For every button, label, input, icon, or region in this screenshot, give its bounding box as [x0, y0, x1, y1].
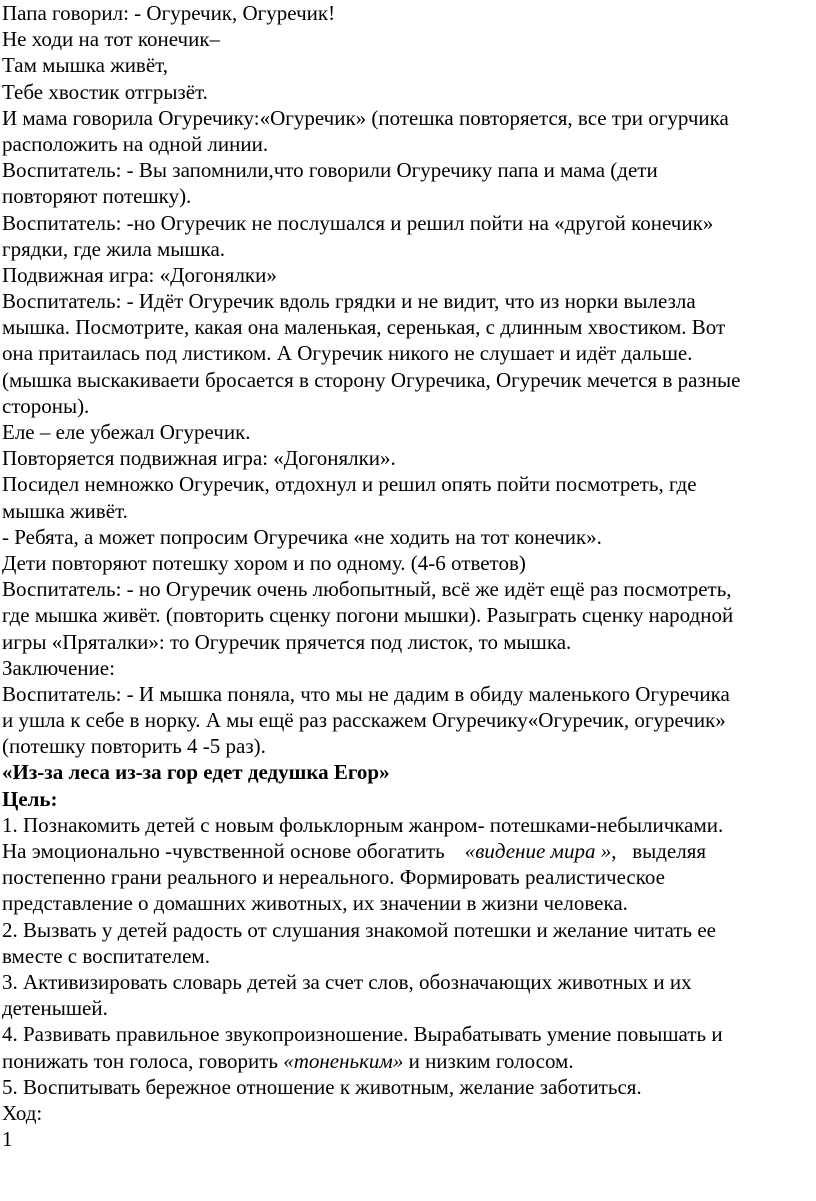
goal-1-line: представление о домашних животных, их значении в жизни человека.: [2, 891, 628, 916]
goal-4-italic: «тоненьким»: [283, 1048, 404, 1073]
text-line: она притаилась под листиком. А Огуречик никого не слушает и идёт дальше.: [2, 341, 693, 366]
text-line: и ушла к себе в норку. А мы ещё раз расскажем Огуречику«Огуречик, огуречик»: [2, 708, 726, 733]
text-line: Воспитатель: - но Огуречик очень любопытный, всё же идёт ещё раз посмотреть,: [2, 577, 732, 602]
text-line: Воспитатель: -но Огуречик не послушался и решил пойти на «другой конечик»: [2, 210, 714, 235]
text-line: - Ребята, а может попросим Огуречика «не ходить на тот конечик».: [2, 524, 602, 549]
goal-1-line: постепенно грани реального и нереального. Формировать реалистическое: [2, 865, 665, 890]
goal-4-text-end: и низким голосом.: [408, 1048, 574, 1073]
text-line: Посидел немножко Огуречик, отдохнул и решил опять пойти посмотреть, где: [2, 472, 697, 497]
goal-2-line: 2. Вызвать у детей радость от слушания знакомой потешки и желание читать ее: [2, 917, 716, 942]
goal-5-line: 5. Воспитывать бережное отношение к животным, желание заботиться.: [2, 1074, 642, 1099]
goal-label: Цель:: [2, 786, 58, 811]
course-label: Ход:: [2, 1100, 43, 1125]
text-line: Тебе хвостик отгрызёт.: [2, 79, 208, 104]
text-line: где мышка живёт. (повторить сценку погони мышки). Разыграть сценку народной: [2, 603, 734, 628]
goal-1-line: 1. Познакомить детей с новым фольклорным жанром- потешками-небыличками.: [2, 812, 724, 837]
goal-4-text: понижать тон голоса, говорить: [2, 1048, 278, 1073]
text-line: игры «Пряталки»: то Огуречик прячется под листок, то мышка.: [2, 629, 572, 654]
text-line: Дети повторяют потешку хором и по одному. (4-6 ответов): [2, 550, 526, 575]
text-line: Воспитатель: - И мышка поняла, что мы не дадим в обиду маленького Огуречика: [2, 681, 730, 706]
text-line: мышка живёт.: [2, 498, 128, 523]
text-line: Не ходи на тот конечик–: [2, 27, 221, 52]
text-line: Еле – еле убежал Огуречик.: [2, 420, 251, 444]
game-heading: Подвижная игра: «Догонялки»: [2, 262, 277, 287]
text-line: стороны).: [2, 393, 90, 418]
text-line: Там мышка живёт,: [2, 53, 169, 78]
text-line: Повторяется подвижная игра: «Догонялки».: [2, 446, 396, 471]
page-number: 1: [2, 1127, 13, 1152]
conclusion-heading: Заключение:: [2, 655, 115, 680]
section-title: «Из-за леса из-за гор едет дедушка Егор»: [2, 760, 390, 785]
goal-1-text-end: выделяя: [632, 839, 707, 863]
goal-4-line: 4. Развивать правильное звукопроизношение. Вырабатывать умение повышать и: [2, 1022, 723, 1047]
text-line: расположить на одной линии.: [2, 131, 269, 156]
text-line: Воспитатель: - Идёт Огуречик вдоль грядки и не видит, что из норки вылезла: [2, 289, 696, 314]
goal-2-line: вместе с воспитателем.: [2, 943, 210, 968]
document-page: [2, 0, 816, 1152]
text-line: (мышка выскакиваети бросается в сторону Огуречика, Огуречик мечется в разные: [2, 367, 741, 392]
text-line: Воспитатель: - Вы запомнили,что говорили Огуречику папа и мама (дети: [2, 158, 658, 183]
text-line: Папа говорил: - Огуречик, Огуречик!: [2, 1, 336, 25]
text-line: повторяют потешку).: [2, 184, 192, 209]
text-line: мышка. Посмотрите, какая она маленькая, серенькая, с длинным хвостиком. Вот: [2, 315, 726, 340]
goal-3-line: 3. Активизировать словарь детей за счет слов, обозначающих животных и их: [2, 969, 692, 994]
goal-1-text: На эмоционально -чувственной основе обогатить: [2, 839, 445, 863]
goal-3-line: детенышей.: [2, 996, 108, 1021]
text-line: И мама говорила Огуречику:«Огуречик» (потешка повторяется, все три огурчика: [2, 105, 729, 130]
text-line: (потешку повторить 4 -5 раз).: [2, 734, 266, 759]
goal-1-italic: «видение мира »,: [464, 839, 617, 863]
text-line: грядки, где жила мышка.: [2, 236, 226, 261]
goal-1-line-2: [2, 838, 816, 864]
goal-4-line-2: [2, 1048, 816, 1074]
